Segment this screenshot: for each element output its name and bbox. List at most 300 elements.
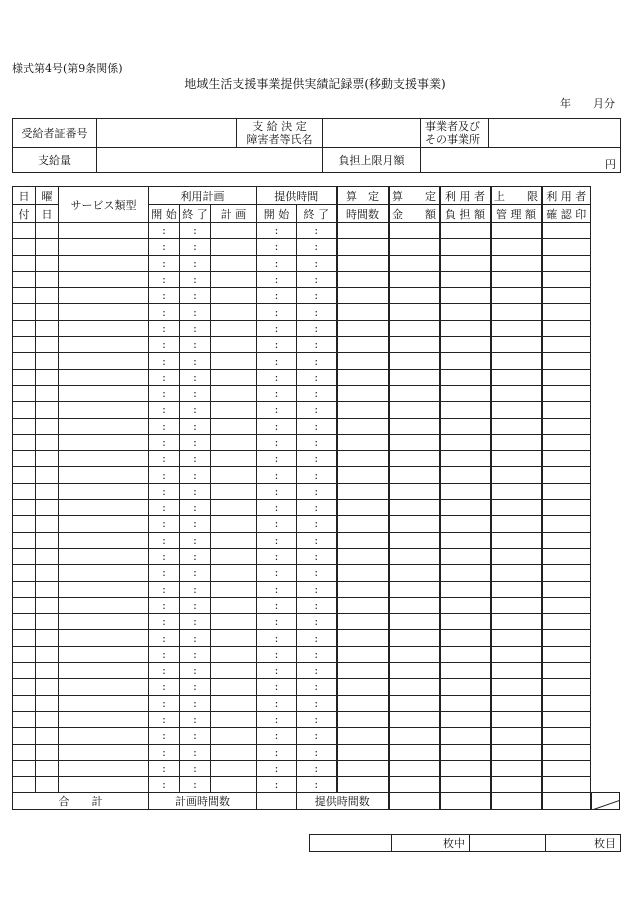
record-cell[interactable] (389, 451, 440, 467)
supply-field[interactable] (97, 148, 323, 173)
record-cell[interactable] (13, 418, 36, 434)
record-cell[interactable] (389, 337, 440, 353)
time-cell[interactable]: : (149, 597, 180, 613)
record-cell[interactable] (542, 239, 591, 255)
record-cell[interactable] (491, 760, 542, 776)
record-cell[interactable] (337, 581, 389, 597)
record-cell[interactable] (440, 255, 491, 271)
record-cell[interactable] (13, 255, 36, 271)
time-cell[interactable]: : (257, 467, 297, 483)
record-cell[interactable] (337, 565, 389, 581)
record-cell[interactable] (13, 402, 36, 418)
time-cell[interactable]: : (257, 646, 297, 662)
time-cell[interactable]: : (257, 385, 297, 401)
record-cell[interactable] (440, 288, 491, 304)
record-cell[interactable] (491, 223, 542, 239)
time-cell[interactable]: : (257, 777, 297, 793)
record-cell[interactable] (211, 239, 257, 255)
time-cell[interactable]: : (257, 353, 297, 369)
record-cell[interactable] (13, 337, 36, 353)
record-cell[interactable] (542, 255, 591, 271)
sheet-number-field[interactable] (470, 835, 546, 852)
time-cell[interactable]: : (297, 337, 337, 353)
record-cell[interactable] (542, 581, 591, 597)
record-cell[interactable] (542, 500, 591, 516)
record-cell[interactable] (389, 500, 440, 516)
time-cell[interactable]: : (180, 369, 211, 385)
record-cell[interactable] (337, 744, 389, 760)
record-cell[interactable] (337, 434, 389, 450)
time-cell[interactable]: : (180, 614, 211, 630)
record-cell[interactable] (13, 467, 36, 483)
record-cell[interactable] (389, 483, 440, 499)
record-cell[interactable] (337, 728, 389, 744)
record-cell[interactable] (211, 418, 257, 434)
time-cell[interactable]: : (297, 760, 337, 776)
record-cell[interactable] (337, 711, 389, 727)
record-cell[interactable] (491, 255, 542, 271)
record-cell[interactable] (440, 532, 491, 548)
record-cell[interactable] (13, 695, 36, 711)
record-cell[interactable] (211, 385, 257, 401)
time-cell[interactable]: : (297, 255, 337, 271)
time-cell[interactable]: : (180, 548, 211, 564)
time-cell[interactable]: : (257, 614, 297, 630)
time-cell[interactable]: : (149, 565, 180, 581)
record-cell[interactable] (440, 385, 491, 401)
record-cell[interactable] (36, 581, 59, 597)
record-cell[interactable] (59, 320, 149, 336)
record-cell[interactable] (491, 646, 542, 662)
record-cell[interactable] (59, 483, 149, 499)
record-cell[interactable] (542, 565, 591, 581)
record-cell[interactable] (440, 369, 491, 385)
record-cell[interactable] (337, 777, 389, 793)
record-cell[interactable] (59, 646, 149, 662)
time-cell[interactable]: : (149, 223, 180, 239)
time-cell[interactable]: : (297, 451, 337, 467)
record-cell[interactable] (542, 728, 591, 744)
record-cell[interactable] (13, 646, 36, 662)
record-cell[interactable] (36, 548, 59, 564)
record-cell[interactable] (440, 777, 491, 793)
record-cell[interactable] (13, 663, 36, 679)
record-cell[interactable] (542, 614, 591, 630)
record-cell[interactable] (337, 597, 389, 613)
record-cell[interactable] (13, 630, 36, 646)
record-cell[interactable] (491, 777, 542, 793)
record-cell[interactable] (337, 304, 389, 320)
record-cell[interactable] (13, 223, 36, 239)
time-cell[interactable]: : (257, 223, 297, 239)
time-cell[interactable]: : (297, 402, 337, 418)
record-cell[interactable] (389, 646, 440, 662)
time-cell[interactable]: : (180, 516, 211, 532)
time-cell[interactable]: : (297, 581, 337, 597)
record-cell[interactable] (337, 271, 389, 287)
record-cell[interactable] (491, 337, 542, 353)
time-cell[interactable]: : (257, 500, 297, 516)
record-cell[interactable] (542, 304, 591, 320)
record-cell[interactable] (491, 418, 542, 434)
record-cell[interactable] (440, 402, 491, 418)
record-cell[interactable] (211, 337, 257, 353)
record-cell[interactable] (59, 337, 149, 353)
record-cell[interactable] (36, 744, 59, 760)
time-cell[interactable]: : (149, 320, 180, 336)
record-cell[interactable] (440, 467, 491, 483)
time-cell[interactable]: : (257, 320, 297, 336)
time-cell[interactable]: : (149, 467, 180, 483)
record-cell[interactable] (389, 711, 440, 727)
time-cell[interactable]: : (257, 581, 297, 597)
recipient-id-field[interactable] (97, 119, 237, 148)
time-cell[interactable]: : (257, 711, 297, 727)
record-cell[interactable] (59, 532, 149, 548)
record-cell[interactable] (337, 614, 389, 630)
record-cell[interactable] (36, 337, 59, 353)
time-cell[interactable]: : (180, 467, 211, 483)
time-cell[interactable]: : (149, 239, 180, 255)
time-cell[interactable]: : (180, 304, 211, 320)
time-cell[interactable]: : (180, 223, 211, 239)
record-cell[interactable] (491, 532, 542, 548)
time-cell[interactable]: : (257, 744, 297, 760)
time-cell[interactable]: : (297, 614, 337, 630)
record-cell[interactable] (491, 320, 542, 336)
time-cell[interactable]: : (180, 744, 211, 760)
time-cell[interactable]: : (257, 483, 297, 499)
calc-hours-total[interactable] (389, 793, 440, 810)
time-cell[interactable]: : (149, 679, 180, 695)
record-cell[interactable] (389, 516, 440, 532)
record-cell[interactable] (59, 369, 149, 385)
record-cell[interactable] (389, 679, 440, 695)
record-cell[interactable] (36, 255, 59, 271)
record-cell[interactable] (440, 728, 491, 744)
time-cell[interactable]: : (257, 548, 297, 564)
record-cell[interactable] (211, 288, 257, 304)
record-cell[interactable] (36, 711, 59, 727)
time-cell[interactable]: : (149, 255, 180, 271)
record-cell[interactable] (211, 744, 257, 760)
time-cell[interactable]: : (257, 418, 297, 434)
record-cell[interactable] (59, 255, 149, 271)
record-cell[interactable] (389, 239, 440, 255)
record-cell[interactable] (389, 728, 440, 744)
record-cell[interactable] (211, 369, 257, 385)
record-cell[interactable] (211, 434, 257, 450)
record-cell[interactable] (337, 451, 389, 467)
time-cell[interactable]: : (180, 711, 211, 727)
time-cell[interactable]: : (149, 548, 180, 564)
record-cell[interactable] (13, 711, 36, 727)
time-cell[interactable]: : (257, 728, 297, 744)
record-cell[interactable] (13, 239, 36, 255)
record-cell[interactable] (13, 304, 36, 320)
record-cell[interactable] (36, 320, 59, 336)
time-cell[interactable]: : (297, 663, 337, 679)
record-cell[interactable] (389, 255, 440, 271)
record-cell[interactable] (59, 581, 149, 597)
time-cell[interactable]: : (149, 711, 180, 727)
time-cell[interactable]: : (257, 663, 297, 679)
record-cell[interactable] (491, 597, 542, 613)
record-cell[interactable] (211, 353, 257, 369)
time-cell[interactable]: : (180, 760, 211, 776)
record-cell[interactable] (389, 548, 440, 564)
time-cell[interactable]: : (297, 353, 337, 369)
record-cell[interactable] (491, 304, 542, 320)
record-cell[interactable] (542, 532, 591, 548)
time-cell[interactable]: : (297, 548, 337, 564)
time-cell[interactable]: : (149, 385, 180, 401)
record-cell[interactable] (440, 271, 491, 287)
record-cell[interactable] (13, 434, 36, 450)
record-cell[interactable] (542, 744, 591, 760)
time-cell[interactable]: : (149, 483, 180, 499)
record-cell[interactable] (59, 418, 149, 434)
record-cell[interactable] (542, 320, 591, 336)
record-cell[interactable] (211, 516, 257, 532)
record-cell[interactable] (542, 760, 591, 776)
record-cell[interactable] (13, 288, 36, 304)
time-cell[interactable]: : (149, 304, 180, 320)
time-cell[interactable]: : (257, 304, 297, 320)
record-cell[interactable] (211, 548, 257, 564)
limit-total[interactable] (542, 793, 591, 810)
record-cell[interactable] (211, 777, 257, 793)
record-cell[interactable] (491, 744, 542, 760)
record-cell[interactable] (389, 532, 440, 548)
record-cell[interactable] (337, 679, 389, 695)
time-cell[interactable]: : (149, 271, 180, 287)
record-cell[interactable] (491, 581, 542, 597)
record-cell[interactable] (389, 597, 440, 613)
time-cell[interactable]: : (149, 630, 180, 646)
record-cell[interactable] (59, 467, 149, 483)
record-cell[interactable] (491, 434, 542, 450)
record-cell[interactable] (36, 402, 59, 418)
record-cell[interactable] (36, 500, 59, 516)
record-cell[interactable] (211, 581, 257, 597)
time-cell[interactable]: : (257, 532, 297, 548)
record-cell[interactable] (211, 451, 257, 467)
record-cell[interactable] (36, 304, 59, 320)
record-cell[interactable] (211, 565, 257, 581)
record-cell[interactable] (440, 548, 491, 564)
time-cell[interactable]: : (149, 288, 180, 304)
record-cell[interactable] (36, 597, 59, 613)
record-cell[interactable] (542, 711, 591, 727)
time-cell[interactable]: : (149, 418, 180, 434)
time-cell[interactable]: : (257, 597, 297, 613)
record-cell[interactable] (337, 467, 389, 483)
record-cell[interactable] (36, 614, 59, 630)
record-cell[interactable] (337, 337, 389, 353)
time-cell[interactable]: : (297, 597, 337, 613)
record-cell[interactable] (211, 663, 257, 679)
time-cell[interactable]: : (257, 434, 297, 450)
record-cell[interactable] (13, 483, 36, 499)
time-cell[interactable]: : (297, 385, 337, 401)
record-cell[interactable] (440, 223, 491, 239)
time-cell[interactable]: : (180, 532, 211, 548)
record-cell[interactable] (59, 353, 149, 369)
record-cell[interactable] (491, 483, 542, 499)
time-cell[interactable]: : (257, 760, 297, 776)
record-cell[interactable] (13, 353, 36, 369)
record-cell[interactable] (491, 369, 542, 385)
burden-limit-field[interactable] (421, 148, 621, 173)
record-cell[interactable] (542, 597, 591, 613)
record-cell[interactable] (13, 614, 36, 630)
record-cell[interactable] (337, 223, 389, 239)
record-cell[interactable] (440, 630, 491, 646)
record-cell[interactable] (36, 760, 59, 776)
time-cell[interactable]: : (180, 728, 211, 744)
record-cell[interactable] (389, 418, 440, 434)
plan-hours-total[interactable] (257, 793, 297, 810)
record-cell[interactable] (542, 434, 591, 450)
record-cell[interactable] (211, 532, 257, 548)
calc-amount-total[interactable] (440, 793, 491, 810)
time-cell[interactable]: : (149, 337, 180, 353)
record-cell[interactable] (542, 271, 591, 287)
time-cell[interactable]: : (297, 304, 337, 320)
record-cell[interactable] (13, 760, 36, 776)
user-burden-total[interactable] (491, 793, 542, 810)
time-cell[interactable]: : (257, 369, 297, 385)
time-cell[interactable]: : (180, 434, 211, 450)
record-cell[interactable] (389, 614, 440, 630)
time-cell[interactable]: : (297, 288, 337, 304)
time-cell[interactable]: : (297, 271, 337, 287)
record-cell[interactable] (59, 597, 149, 613)
record-cell[interactable] (491, 728, 542, 744)
time-cell[interactable]: : (257, 255, 297, 271)
record-cell[interactable] (59, 288, 149, 304)
record-cell[interactable] (13, 320, 36, 336)
record-cell[interactable] (59, 402, 149, 418)
record-cell[interactable] (337, 630, 389, 646)
record-cell[interactable] (36, 630, 59, 646)
record-cell[interactable] (491, 288, 542, 304)
time-cell[interactable]: : (297, 532, 337, 548)
time-cell[interactable]: : (180, 777, 211, 793)
time-cell[interactable]: : (180, 630, 211, 646)
record-cell[interactable] (59, 304, 149, 320)
time-cell[interactable]: : (149, 451, 180, 467)
record-cell[interactable] (36, 385, 59, 401)
record-cell[interactable] (36, 777, 59, 793)
record-cell[interactable] (440, 646, 491, 662)
record-cell[interactable] (542, 516, 591, 532)
record-cell[interactable] (36, 271, 59, 287)
record-cell[interactable] (211, 223, 257, 239)
time-cell[interactable]: : (149, 369, 180, 385)
total-sheets-field[interactable] (310, 835, 392, 852)
record-cell[interactable] (440, 304, 491, 320)
time-cell[interactable]: : (297, 646, 337, 662)
record-cell[interactable] (36, 467, 59, 483)
record-cell[interactable] (13, 516, 36, 532)
time-cell[interactable]: : (180, 663, 211, 679)
time-cell[interactable]: : (180, 483, 211, 499)
record-cell[interactable] (337, 516, 389, 532)
record-cell[interactable] (337, 760, 389, 776)
time-cell[interactable]: : (180, 500, 211, 516)
record-cell[interactable] (211, 597, 257, 613)
record-cell[interactable] (440, 434, 491, 450)
record-cell[interactable] (36, 353, 59, 369)
record-cell[interactable] (13, 548, 36, 564)
record-cell[interactable] (337, 483, 389, 499)
time-cell[interactable]: : (149, 402, 180, 418)
record-cell[interactable] (211, 500, 257, 516)
time-cell[interactable]: : (257, 337, 297, 353)
time-cell[interactable]: : (297, 223, 337, 239)
record-cell[interactable] (337, 385, 389, 401)
record-cell[interactable] (440, 744, 491, 760)
record-cell[interactable] (440, 581, 491, 597)
record-cell[interactable] (440, 483, 491, 499)
time-cell[interactable]: : (297, 500, 337, 516)
record-cell[interactable] (13, 581, 36, 597)
record-cell[interactable] (59, 500, 149, 516)
record-cell[interactable] (211, 271, 257, 287)
record-cell[interactable] (389, 777, 440, 793)
record-cell[interactable] (36, 483, 59, 499)
record-cell[interactable] (59, 271, 149, 287)
record-cell[interactable] (491, 695, 542, 711)
record-cell[interactable] (13, 451, 36, 467)
time-cell[interactable]: : (180, 565, 211, 581)
record-cell[interactable] (389, 369, 440, 385)
record-cell[interactable] (440, 353, 491, 369)
record-cell[interactable] (337, 369, 389, 385)
record-cell[interactable] (389, 402, 440, 418)
time-cell[interactable]: : (257, 630, 297, 646)
record-cell[interactable] (337, 532, 389, 548)
time-cell[interactable]: : (297, 369, 337, 385)
record-cell[interactable] (542, 548, 591, 564)
record-cell[interactable] (59, 663, 149, 679)
record-cell[interactable] (13, 777, 36, 793)
record-cell[interactable] (440, 614, 491, 630)
time-cell[interactable]: : (297, 777, 337, 793)
time-cell[interactable]: : (257, 402, 297, 418)
record-cell[interactable] (440, 695, 491, 711)
record-cell[interactable] (36, 288, 59, 304)
record-cell[interactable] (36, 516, 59, 532)
record-cell[interactable] (389, 434, 440, 450)
record-cell[interactable] (337, 239, 389, 255)
record-cell[interactable] (491, 630, 542, 646)
time-cell[interactable]: : (149, 728, 180, 744)
record-cell[interactable] (59, 695, 149, 711)
time-cell[interactable]: : (180, 239, 211, 255)
record-cell[interactable] (389, 288, 440, 304)
record-cell[interactable] (13, 744, 36, 760)
time-cell[interactable]: : (297, 711, 337, 727)
time-cell[interactable]: : (297, 516, 337, 532)
record-cell[interactable] (211, 695, 257, 711)
record-cell[interactable] (542, 418, 591, 434)
record-cell[interactable] (440, 451, 491, 467)
record-cell[interactable] (337, 320, 389, 336)
record-cell[interactable] (542, 679, 591, 695)
